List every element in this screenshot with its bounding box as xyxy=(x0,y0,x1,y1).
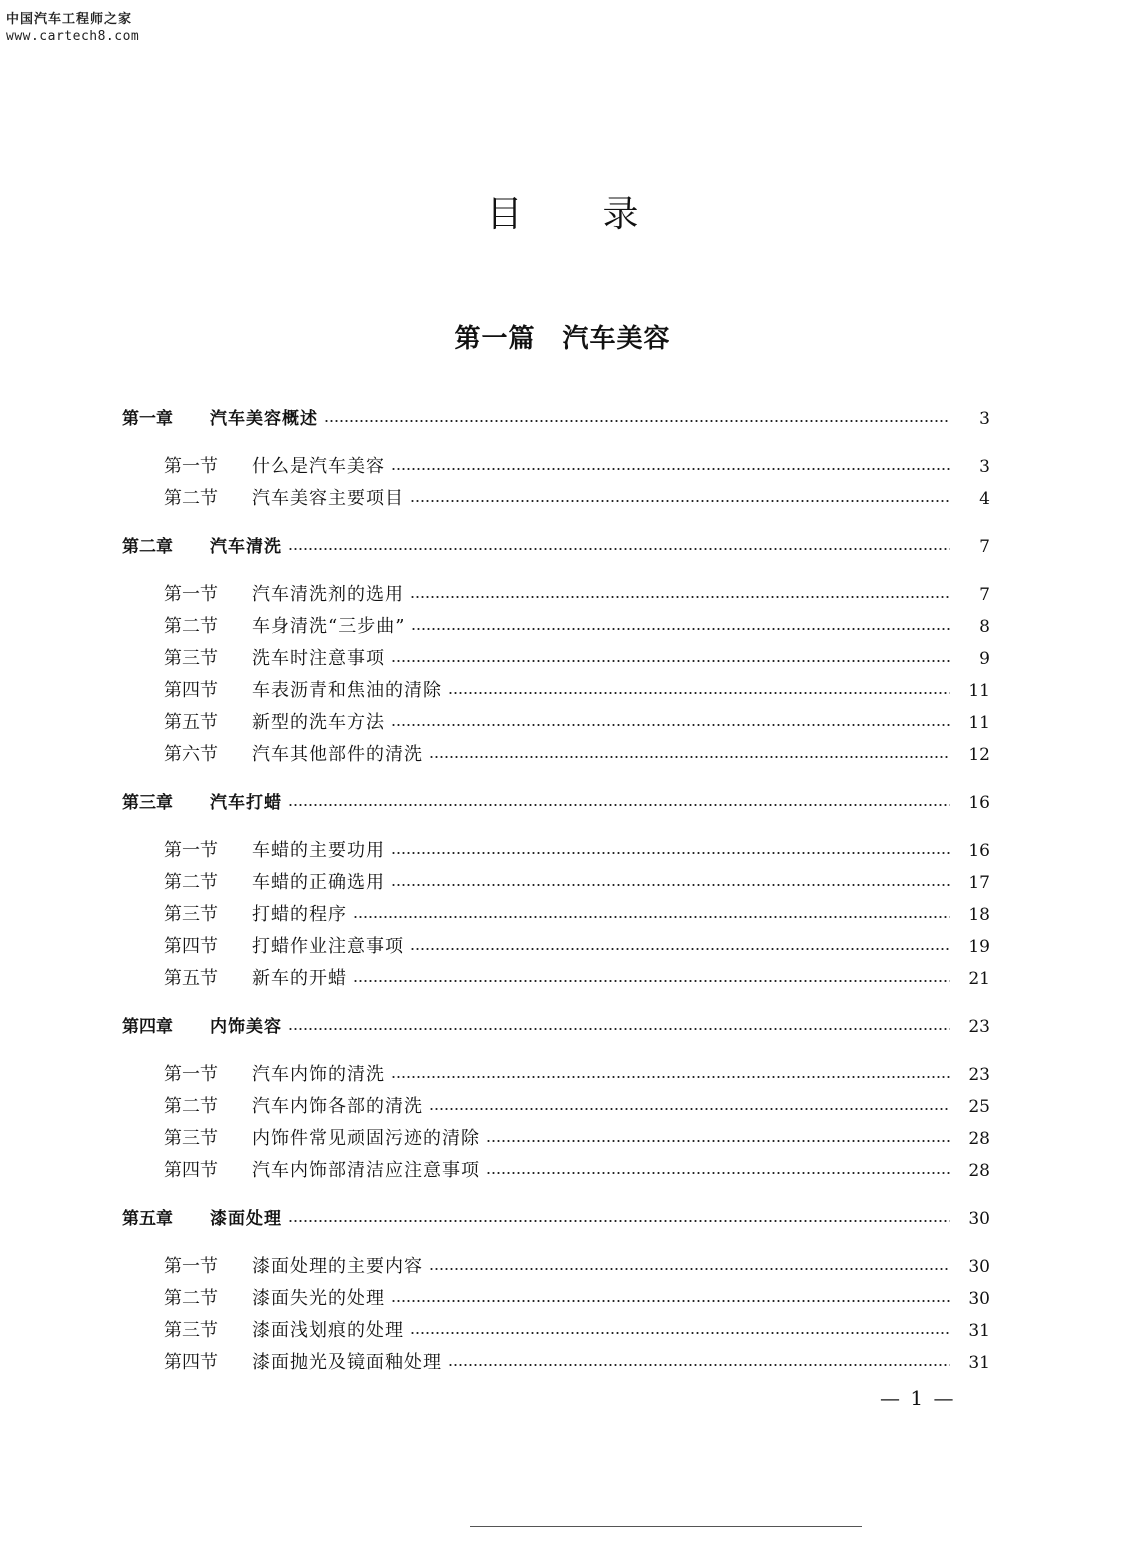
watermark-title: 中国汽车工程师之家 xyxy=(6,12,133,27)
toc-leader-dots xyxy=(448,690,950,696)
toc-title: 洗车时注意事项 xyxy=(252,648,385,669)
toc-section-row[interactable] xyxy=(164,900,990,926)
toc-leader-dots xyxy=(410,946,950,952)
toc-title: 汽车美容主要项目 xyxy=(252,488,404,509)
toc-leader-dots xyxy=(486,1138,950,1144)
toc-section-row[interactable] xyxy=(164,452,990,478)
toc-chapter-row[interactable] xyxy=(122,1012,990,1038)
toc-section-row[interactable] xyxy=(164,708,990,734)
toc-title: 车身清洗“三步曲” xyxy=(252,616,406,637)
toc-page: 28 xyxy=(968,1129,990,1149)
toc-section-row[interactable] xyxy=(164,1092,990,1118)
toc-leader-dots xyxy=(288,1026,950,1032)
toc-section-row[interactable] xyxy=(164,740,990,766)
toc-leader-dots xyxy=(410,1330,950,1336)
toc-section-row[interactable] xyxy=(164,1124,990,1150)
toc-section-row[interactable] xyxy=(164,836,990,862)
toc-leader-dots xyxy=(391,658,950,664)
toc-number: 第二节 xyxy=(164,488,218,509)
toc-page: 12 xyxy=(968,745,990,765)
toc-number: 第二节 xyxy=(164,616,218,637)
toc-page: 30 xyxy=(968,1209,990,1229)
toc-page: 30 xyxy=(968,1257,990,1277)
toc-section-row[interactable] xyxy=(164,676,990,702)
toc-leader-dots xyxy=(391,1074,950,1080)
toc-number: 第二节 xyxy=(164,1288,218,1309)
toc-leader-dots xyxy=(429,1266,950,1272)
page-title: 目录 xyxy=(486,194,719,235)
toc-number: 第三节 xyxy=(164,648,218,669)
toc-number: 第四节 xyxy=(164,936,218,957)
toc-title: 汽车内饰部清洁应注意事项 xyxy=(252,1160,480,1181)
toc-title: 车蜡的正确选用 xyxy=(252,872,385,893)
page-number: — 1 — xyxy=(880,1386,956,1410)
toc-leader-dots xyxy=(411,626,950,632)
toc-leader-dots xyxy=(486,1170,950,1176)
toc-page: 19 xyxy=(968,937,990,957)
toc-number: 第一节 xyxy=(164,456,218,477)
toc-title: 漆面失光的处理 xyxy=(252,1288,385,1309)
toc-number: 第二节 xyxy=(164,872,218,893)
toc-title: 漆面抛光及镜面釉处理 xyxy=(252,1352,442,1373)
toc-page: 7 xyxy=(979,537,990,557)
toc-section-row[interactable] xyxy=(164,1252,990,1278)
toc-title: 打蜡作业注意事项 xyxy=(252,936,404,957)
toc-page: 4 xyxy=(979,489,990,509)
toc-page: 23 xyxy=(968,1017,990,1037)
toc-section-row[interactable] xyxy=(164,1316,990,1342)
toc-page: 21 xyxy=(968,969,990,989)
toc-number: 第六节 xyxy=(164,744,218,765)
toc-title: 内饰件常见顽固污迹的清除 xyxy=(252,1128,480,1149)
toc-number: 第五章 xyxy=(122,1209,173,1229)
toc-leader-dots xyxy=(324,418,950,424)
toc-leader-dots xyxy=(429,754,950,760)
toc-number: 第四节 xyxy=(164,1352,218,1373)
toc-leader-dots xyxy=(391,466,950,472)
toc-number: 第四节 xyxy=(164,680,218,701)
toc-title: 汽车其他部件的清洗 xyxy=(252,744,423,765)
toc-page: 28 xyxy=(968,1161,990,1181)
toc-title: 汽车打蜡 xyxy=(210,793,282,813)
toc-page: 11 xyxy=(968,681,990,701)
toc-leader-dots xyxy=(353,978,950,984)
toc-title: 车蜡的主要功用 xyxy=(252,840,385,861)
toc-number: 第一节 xyxy=(164,1256,218,1277)
toc-title: 新车的开蜡 xyxy=(252,968,347,989)
toc-number: 第二节 xyxy=(164,1096,218,1117)
toc-title: 车表沥青和焦油的清除 xyxy=(252,680,442,701)
toc-title: 汽车清洗剂的选用 xyxy=(252,584,404,605)
toc-section-row[interactable] xyxy=(164,964,990,990)
toc-title: 漆面处理的主要内容 xyxy=(252,1256,423,1277)
toc-leader-dots xyxy=(391,850,950,856)
toc-leader-dots xyxy=(391,882,950,888)
toc-number: 第五节 xyxy=(164,968,218,989)
toc-section-row[interactable] xyxy=(164,1284,990,1310)
toc-section-row[interactable] xyxy=(164,644,990,670)
toc-title: 汽车美容概述 xyxy=(210,409,318,429)
watermark xyxy=(6,8,139,44)
toc-chapter-row[interactable] xyxy=(122,532,990,558)
toc-page: 30 xyxy=(968,1289,990,1309)
toc-section-row[interactable] xyxy=(164,612,990,638)
toc-chapter-row[interactable] xyxy=(122,1204,990,1230)
toc-leader-dots xyxy=(288,546,950,552)
toc-page: 9 xyxy=(979,649,990,669)
toc-page: 16 xyxy=(968,793,990,813)
toc-title: 汽车内饰各部的清洗 xyxy=(252,1096,423,1117)
toc-page: 8 xyxy=(979,617,990,637)
toc-page: 17 xyxy=(968,873,990,893)
toc-leader-dots xyxy=(410,594,950,600)
toc-number: 第二章 xyxy=(122,537,173,557)
toc-number: 第一章 xyxy=(122,409,173,429)
toc-section-row[interactable] xyxy=(164,1348,990,1374)
toc-number: 第一节 xyxy=(164,584,218,605)
toc-chapter-row[interactable] xyxy=(122,404,990,430)
toc-section-row[interactable] xyxy=(164,484,990,510)
toc-number: 第五节 xyxy=(164,712,218,733)
toc-title: 漆面浅划痕的处理 xyxy=(252,1320,404,1341)
toc-leader-dots xyxy=(448,1362,950,1368)
toc-page: 16 xyxy=(968,841,990,861)
watermark-url: www.cartech8.com xyxy=(6,29,140,44)
footer-rule xyxy=(470,1526,862,1527)
toc-title: 什么是汽车美容 xyxy=(252,456,385,477)
toc-number: 第三节 xyxy=(164,1320,218,1341)
toc-page: 7 xyxy=(979,585,990,605)
toc-leader-dots xyxy=(288,802,950,808)
toc-title: 汽车清洗 xyxy=(210,537,282,557)
toc-page: 23 xyxy=(968,1065,990,1085)
toc-number: 第四节 xyxy=(164,1160,218,1181)
toc-number: 第一节 xyxy=(164,840,218,861)
toc-number: 第三节 xyxy=(164,904,218,925)
toc-number: 第四章 xyxy=(122,1017,173,1037)
toc-title: 漆面处理 xyxy=(210,1209,282,1229)
toc-leader-dots xyxy=(391,722,950,728)
toc-page: 31 xyxy=(968,1353,990,1373)
part-title: 第一篇 汽车美容 xyxy=(454,324,671,354)
toc-page: 18 xyxy=(968,905,990,925)
toc-section-row[interactable] xyxy=(164,1060,990,1086)
toc-leader-dots xyxy=(391,1298,950,1304)
toc-leader-dots xyxy=(429,1106,950,1112)
toc-leader-dots xyxy=(288,1218,950,1224)
toc-title: 汽车内饰的清洗 xyxy=(252,1064,385,1085)
toc-leader-dots xyxy=(410,498,950,504)
toc-number: 第三节 xyxy=(164,1128,218,1149)
toc-section-row[interactable] xyxy=(164,932,990,958)
toc-section-row[interactable] xyxy=(164,1156,990,1182)
toc-title: 内饰美容 xyxy=(210,1017,282,1037)
toc-page: 3 xyxy=(979,409,990,429)
toc-page: 31 xyxy=(968,1321,990,1341)
toc-section-row[interactable] xyxy=(164,580,990,606)
toc-page: 25 xyxy=(968,1097,990,1117)
toc-section-row[interactable] xyxy=(164,868,990,894)
toc-chapter-row[interactable] xyxy=(122,788,990,814)
toc-page: 3 xyxy=(979,457,990,477)
toc-number: 第一节 xyxy=(164,1064,218,1085)
toc-number: 第三章 xyxy=(122,793,173,813)
toc-title: 新型的洗车方法 xyxy=(252,712,385,733)
toc-page: 11 xyxy=(968,713,990,733)
toc-title: 打蜡的程序 xyxy=(252,904,347,925)
toc-leader-dots xyxy=(353,914,950,920)
